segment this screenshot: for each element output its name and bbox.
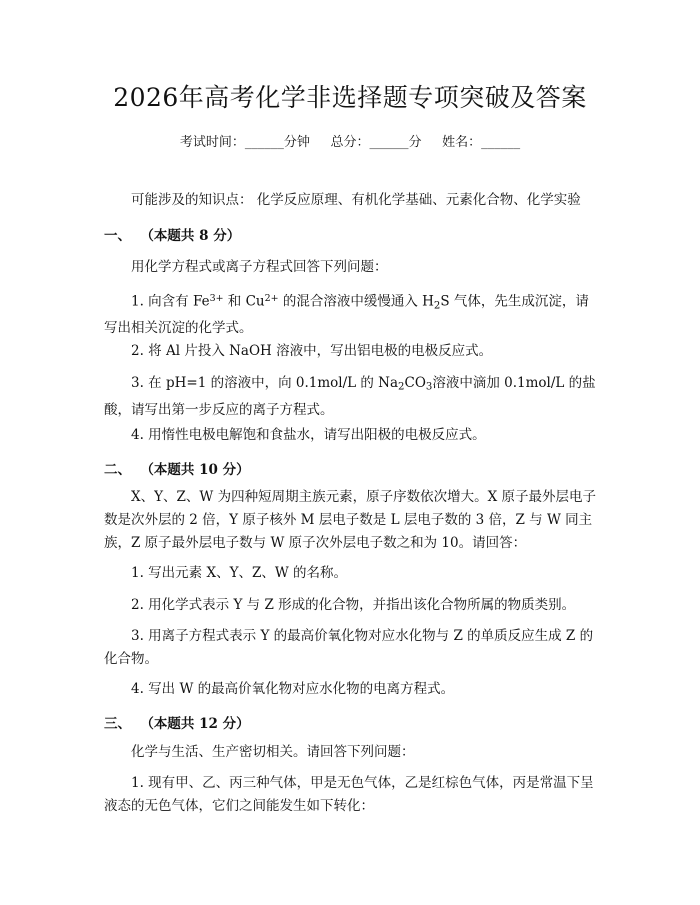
section-3-question-1: 1. 现有甲、乙、丙三种气体，甲是无色气体，乙是红棕色气体，丙是常温下呈液态的无色气体，它们之间能发生如下转化： — [104, 775, 594, 814]
q3-subscript-na2: 2 — [398, 381, 405, 393]
q1-superscript-cu: 2+ — [264, 293, 279, 304]
q3-text-a: 3. 在 pH=1 的溶液中，向 0.1mol/L 的 Na — [131, 375, 399, 391]
q1-text-c: 的混合溶液中缓慢通入 H — [278, 293, 434, 310]
section-1-question-1 — [104, 287, 600, 340]
section-2-question-3: 3. 用离子方程式表示 Y 的最高价氧化物对应水化物与 Z 的单质反应生成 Z 的化合物。 — [104, 628, 594, 667]
q1-subscript-h2: 2 — [433, 300, 441, 312]
section-1-question-2: 2. 将 Al 片投入 NaOH 溶液中，写出铝电极的电极反应式。 — [131, 343, 493, 359]
q3-text-b: CO — [404, 375, 426, 391]
section-2-question-2: 2. 用化学式表示 Y 与 Z 形成的化合物，并指出该化合物所属的物质类别。 — [131, 597, 576, 613]
section-1-heading: 一、 （本题共 8 分） — [104, 228, 241, 244]
section-3-heading: 三、 （本题共 12 分） — [104, 716, 250, 732]
q1-text-d: S 气体，先生成沉淀，请写出相关沉淀的化学式。 — [104, 293, 589, 337]
section-2-question-1: 1. 写出元素 X、Y、Z、W 的名称。 — [131, 565, 348, 581]
section-2-question-4: 4. 写出 W 的最高价氧化物对应水化物的电离方程式。 — [131, 681, 455, 697]
section-1-question-4: 4. 用惰性电极电解饱和食盐水，请写出阳极的电极反应式。 — [131, 427, 486, 443]
section-1-question-3 — [104, 372, 600, 422]
section-2-intro: X、Y、Z、W 为四种短周期主族元素，原子序数依次增大。X 原子最外层电子数是次外层的 2 倍，Y 原子核外 M 层电子数是 L 层电子数的 3 倍，Z 与 W 同主族，Z 原子最外层电子数与 W 原子次外层电子数之和为 10。请回答： — [104, 489, 596, 551]
page-title: 2026年高考化学非选择题专项突破及答案 — [113, 83, 587, 112]
q3-text-c: 溶液中滴加 0.1mol/L 的盐酸，请写出第一步反应的离子方程式。 — [104, 375, 596, 418]
q1-superscript-fe: 3+ — [209, 293, 224, 304]
section-3-intro: 化学与生活、生产密切相关。请回答下列问题： — [131, 744, 415, 760]
knowledge-points: 可能涉及的知识点： 化学反应原理、有机化学基础、元素化合物、化学实验 — [131, 192, 581, 208]
q1-text-a: 1. 向含有 Fe — [131, 293, 210, 310]
section-1-intro: 用化学方程式或离子方程式回答下列问题： — [131, 259, 388, 275]
section-2-heading: 二、 （本题共 10 分） — [104, 462, 250, 478]
q1-text-b: 和 Cu — [223, 293, 265, 310]
q3-subscript-co3: 3 — [425, 381, 433, 393]
exam-info-line: 考试时间：______分钟 总分：______分 姓名：______ — [179, 135, 521, 150]
